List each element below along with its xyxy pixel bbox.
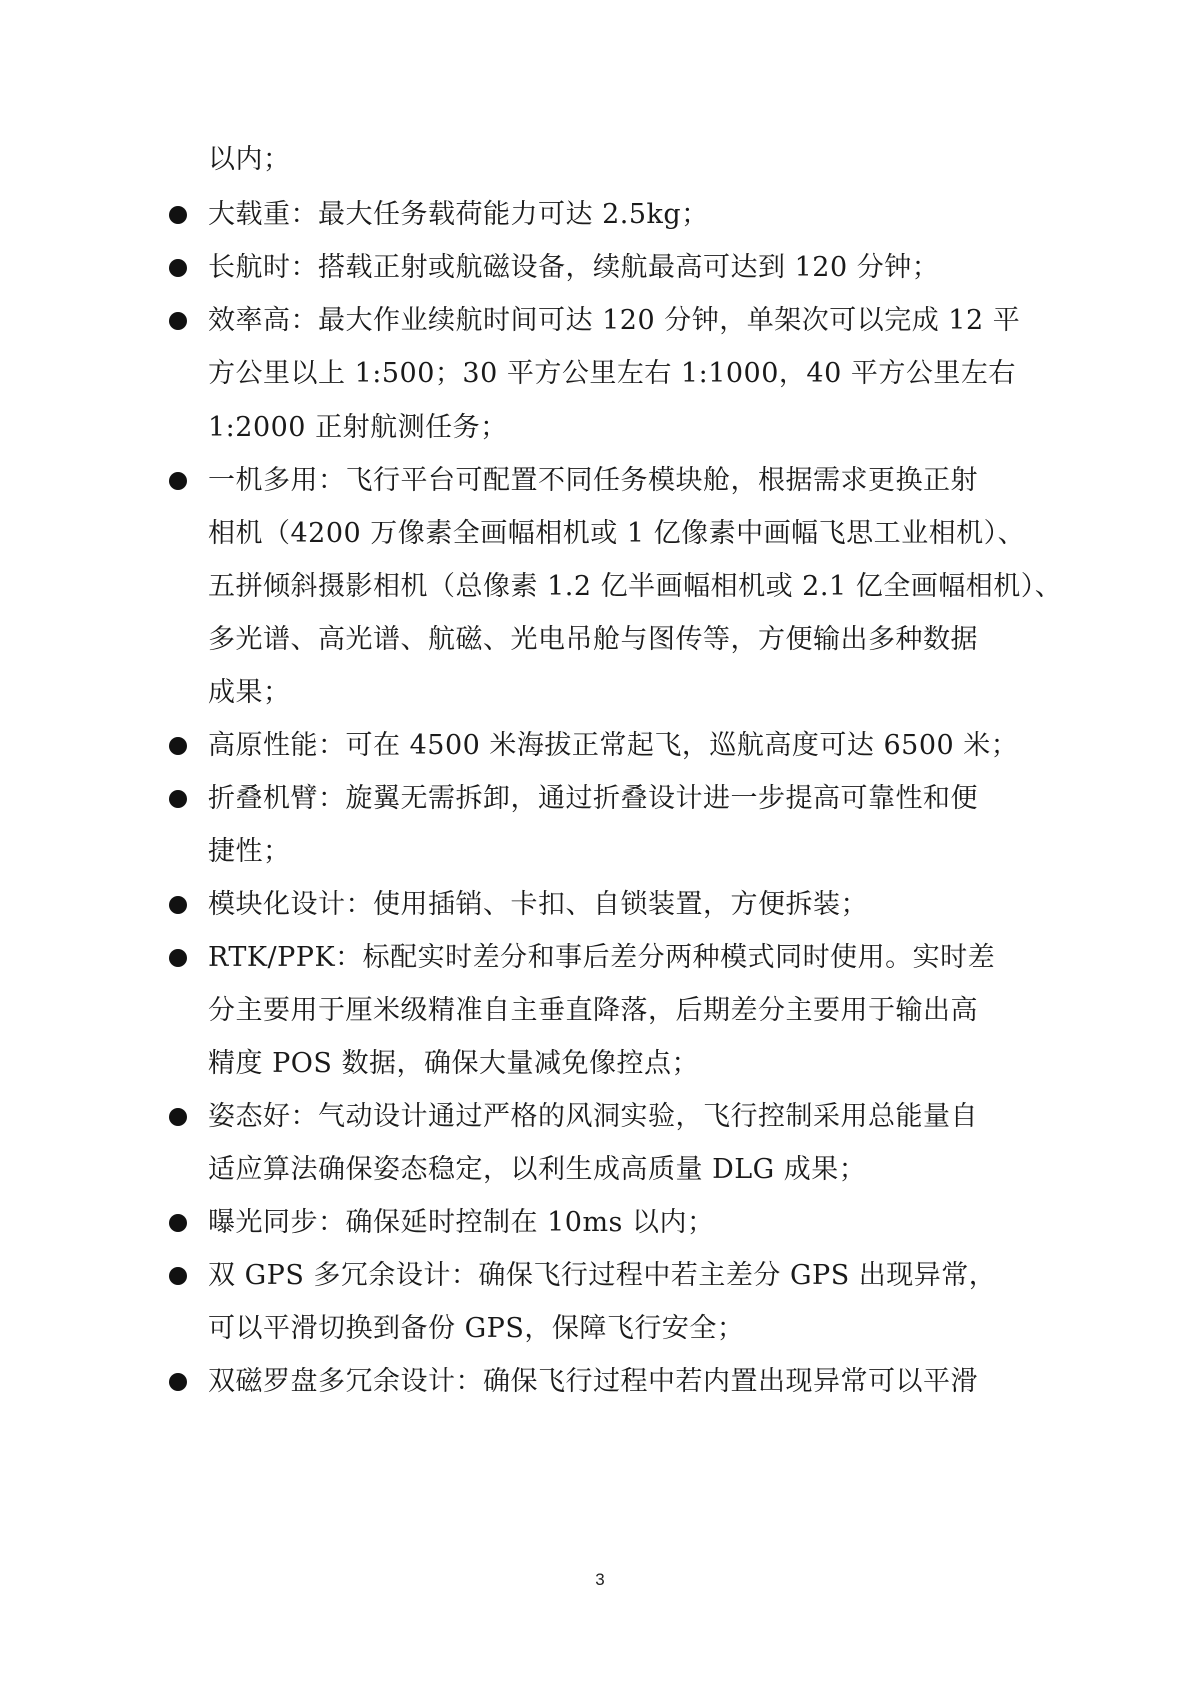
list-item-continuation: 以内； bbox=[208, 144, 291, 175]
bullet-icon bbox=[169, 312, 187, 330]
bullet-icon bbox=[169, 790, 187, 808]
list-item: 高原性能：可在 4500 米海拔正常起飞，巡航高度可达 6500 米； bbox=[208, 730, 1019, 761]
list-item-continuation: 五拼倾斜摄影相机（总像素 1.2 亿半画幅相机或 2.1 亿全画幅相机）、 bbox=[208, 571, 1063, 602]
list-item-continuation: 方公里以上 1:500；30 平方公里左右 1:1000，40 平方公里左右 bbox=[208, 358, 1016, 389]
list-item-continuation: 捷性； bbox=[208, 836, 291, 867]
list-item-continuation: 可以平滑切换到备份 GPS，保障飞行安全； bbox=[208, 1313, 745, 1344]
bullet-icon bbox=[169, 1373, 187, 1391]
list-item: 折叠机臂：旋翼无需拆卸，通过折叠设计进一步提高可靠性和便 bbox=[208, 783, 978, 814]
list-item-continuation: 多光谱、高光谱、航磁、光电吊舱与图传等，方便输出多种数据 bbox=[208, 624, 978, 655]
bullet-icon bbox=[169, 737, 187, 755]
bullet-icon bbox=[169, 1267, 187, 1285]
page-number: 3 bbox=[595, 1570, 605, 1589]
list-item: 模块化设计：使用插销、卡扣、自锁装置，方便拆装； bbox=[208, 889, 868, 920]
bullet-icon bbox=[169, 259, 187, 277]
list-item-continuation: 1:2000 正射航测任务； bbox=[208, 412, 508, 443]
list-item: 长航时：搭载正射或航磁设备，续航最高可达到 120 分钟； bbox=[208, 252, 940, 283]
list-item-continuation: 分主要用于厘米级精准自主垂直降落，后期差分主要用于输出高 bbox=[208, 995, 978, 1026]
list-item: 一机多用：飞行平台可配置不同任务模块舱，根据需求更换正射 bbox=[208, 465, 978, 496]
list-item-continuation: 相机（4200 万像素全画幅相机或 1 亿像素中画幅飞思工业相机）、 bbox=[208, 518, 1026, 549]
list-item: 大载重：最大任务载荷能力可达 2.5kg； bbox=[208, 199, 709, 230]
list-item: RTK/PPK：标配实时差分和事后差分两种模式同时使用。实时差 bbox=[208, 942, 996, 973]
list-item-continuation: 适应算法确保姿态稳定，以利生成高质量 DLG 成果； bbox=[208, 1154, 867, 1185]
bullet-icon bbox=[169, 1214, 187, 1232]
list-item-continuation: 精度 POS 数据，确保大量减免像控点； bbox=[208, 1048, 699, 1079]
bullet-icon bbox=[169, 472, 187, 490]
list-item: 曝光同步：确保延时控制在 10ms 以内； bbox=[208, 1207, 715, 1238]
list-item: 效率高：最大作业续航时间可达 120 分钟，单架次可以完成 12 平 bbox=[208, 305, 1021, 336]
bullet-icon bbox=[169, 206, 187, 224]
bullet-icon bbox=[169, 949, 187, 967]
list-item: 姿态好：气动设计通过严格的风洞实验，飞行控制采用总能量自 bbox=[208, 1101, 978, 1132]
bullet-icon bbox=[169, 1108, 187, 1126]
list-item: 双磁罗盘多冗余设计：确保飞行过程中若内置出现异常可以平滑 bbox=[208, 1366, 978, 1397]
bullet-icon bbox=[169, 896, 187, 914]
list-item-continuation: 成果； bbox=[208, 677, 291, 708]
list-item: 双 GPS 多冗余设计：确保飞行过程中若主差分 GPS 出现异常， bbox=[208, 1260, 997, 1291]
